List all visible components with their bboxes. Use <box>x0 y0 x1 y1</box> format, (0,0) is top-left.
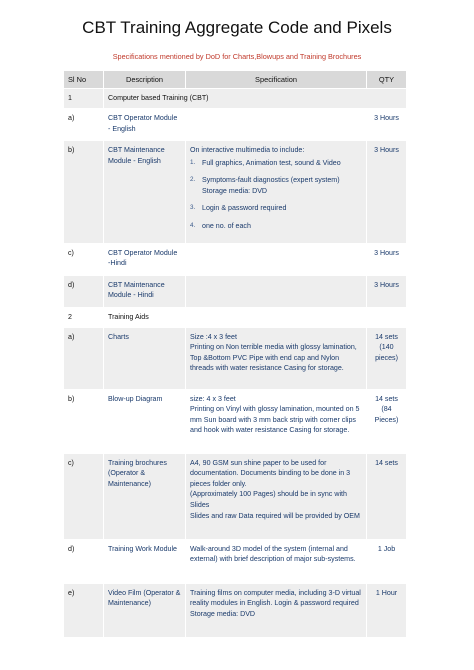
sl-no: d) <box>64 539 104 583</box>
table-row <box>64 327 407 389</box>
qty: 1 Hour <box>367 583 407 637</box>
sl-no: e) <box>64 583 104 637</box>
description: Blow-up Diagram <box>104 389 186 453</box>
description: Video Film (Operator & Maintenance) <box>104 583 186 637</box>
specification: A4, 90 GSM sun shine paper to be used for documentation. Documents binding to be done in 3 pieces folder only. (Approximately 100 Pages) should be in sync with Slides Slides and raw Data required will be provided by OEM <box>186 453 367 539</box>
header-qty: QTY <box>367 71 407 89</box>
sl-no: a) <box>64 109 104 141</box>
page-subtitle: Specifications mentioned by DoD for Charts,Blowups and Training Brochures <box>112 52 362 61</box>
table-row <box>64 307 407 327</box>
description: CBT Operator Module - English <box>104 109 186 141</box>
header-description: Description <box>104 71 186 89</box>
specification: Walk-around 3D model of the system (internal and external) with brief description of major sub-systems. <box>186 539 367 583</box>
table-row <box>64 539 407 583</box>
description: CBT Maintenance Module - English <box>104 141 186 244</box>
qty: 3 Hours <box>367 141 407 244</box>
description: Training Work Module <box>104 539 186 583</box>
sl-no: a) <box>64 327 104 389</box>
table-row <box>64 389 407 453</box>
qty: 3 Hours <box>367 275 407 307</box>
table-row <box>64 243 407 275</box>
qty: 14 sets (84 Pieces) <box>367 389 407 453</box>
sl-no: c) <box>64 453 104 539</box>
table-row <box>64 275 407 307</box>
table-header <box>64 71 407 89</box>
specification <box>186 243 367 275</box>
spec-intro: On interactive multimedia to include: <box>190 146 305 154</box>
table-row <box>64 89 407 109</box>
list-item: 2. Symptoms-fault diagnostics (expert system) Storage media: DVD <box>190 176 340 195</box>
qty: 3 Hours <box>367 243 407 275</box>
description: Charts <box>104 327 186 389</box>
sl-no: b) <box>64 141 104 244</box>
section-title: Computer based Training (CBT) <box>104 89 407 109</box>
description: Training brochures (Operator & Maintenance) <box>104 453 186 539</box>
specification: Training films on computer media, including 3-D virtual reality modules in English. Login & password required Storage media: DVD <box>186 583 367 637</box>
specification <box>186 275 367 307</box>
qty: 14 sets <box>367 453 407 539</box>
table-row <box>64 109 407 141</box>
table-row <box>64 583 407 637</box>
header-specification: Specification <box>186 71 367 89</box>
header-sl-no: Sl No <box>64 71 104 89</box>
description: CBT Maintenance Module - Hindi <box>104 275 186 307</box>
specification <box>186 141 367 244</box>
specification <box>186 109 367 141</box>
list-item: 3. Login & password required <box>190 204 287 213</box>
list-item: 4. one no. of each <box>190 221 251 230</box>
specification: Size :4 x 3 feet Printing on Non terrible media with glossy lamination, Top &Bottom PVC Pipe with end cap and Nylon threads with water resistance Casing for storage. <box>186 327 367 389</box>
sl-no: 1 <box>64 89 104 109</box>
sl-no: b) <box>64 389 104 453</box>
section-title: Training Aids <box>104 307 407 327</box>
description: CBT Operator Module -Hindi <box>104 243 186 275</box>
table-row <box>64 141 407 244</box>
list-item: 1. Full graphics, Animation test, sound & Video <box>190 158 341 167</box>
sl-no: d) <box>64 275 104 307</box>
spec-list <box>190 158 362 232</box>
qty: 1 Job <box>367 539 407 583</box>
spec-table <box>63 70 407 638</box>
qty: 3 Hours <box>367 109 407 141</box>
table-row <box>64 453 407 539</box>
specification: size: 4 x 3 feet Printing on Vinyl with glossy lamination, mounted on 5 mm Sun board with 3 mm back strip with corner clips and hook with water resistance Casing for storage. <box>186 389 367 453</box>
page-title: CBT Training Aggregate Code and Pixels <box>82 18 392 37</box>
sl-no: c) <box>64 243 104 275</box>
sl-no: 2 <box>64 307 104 327</box>
qty: 14 sets (140 pieces) <box>367 327 407 389</box>
